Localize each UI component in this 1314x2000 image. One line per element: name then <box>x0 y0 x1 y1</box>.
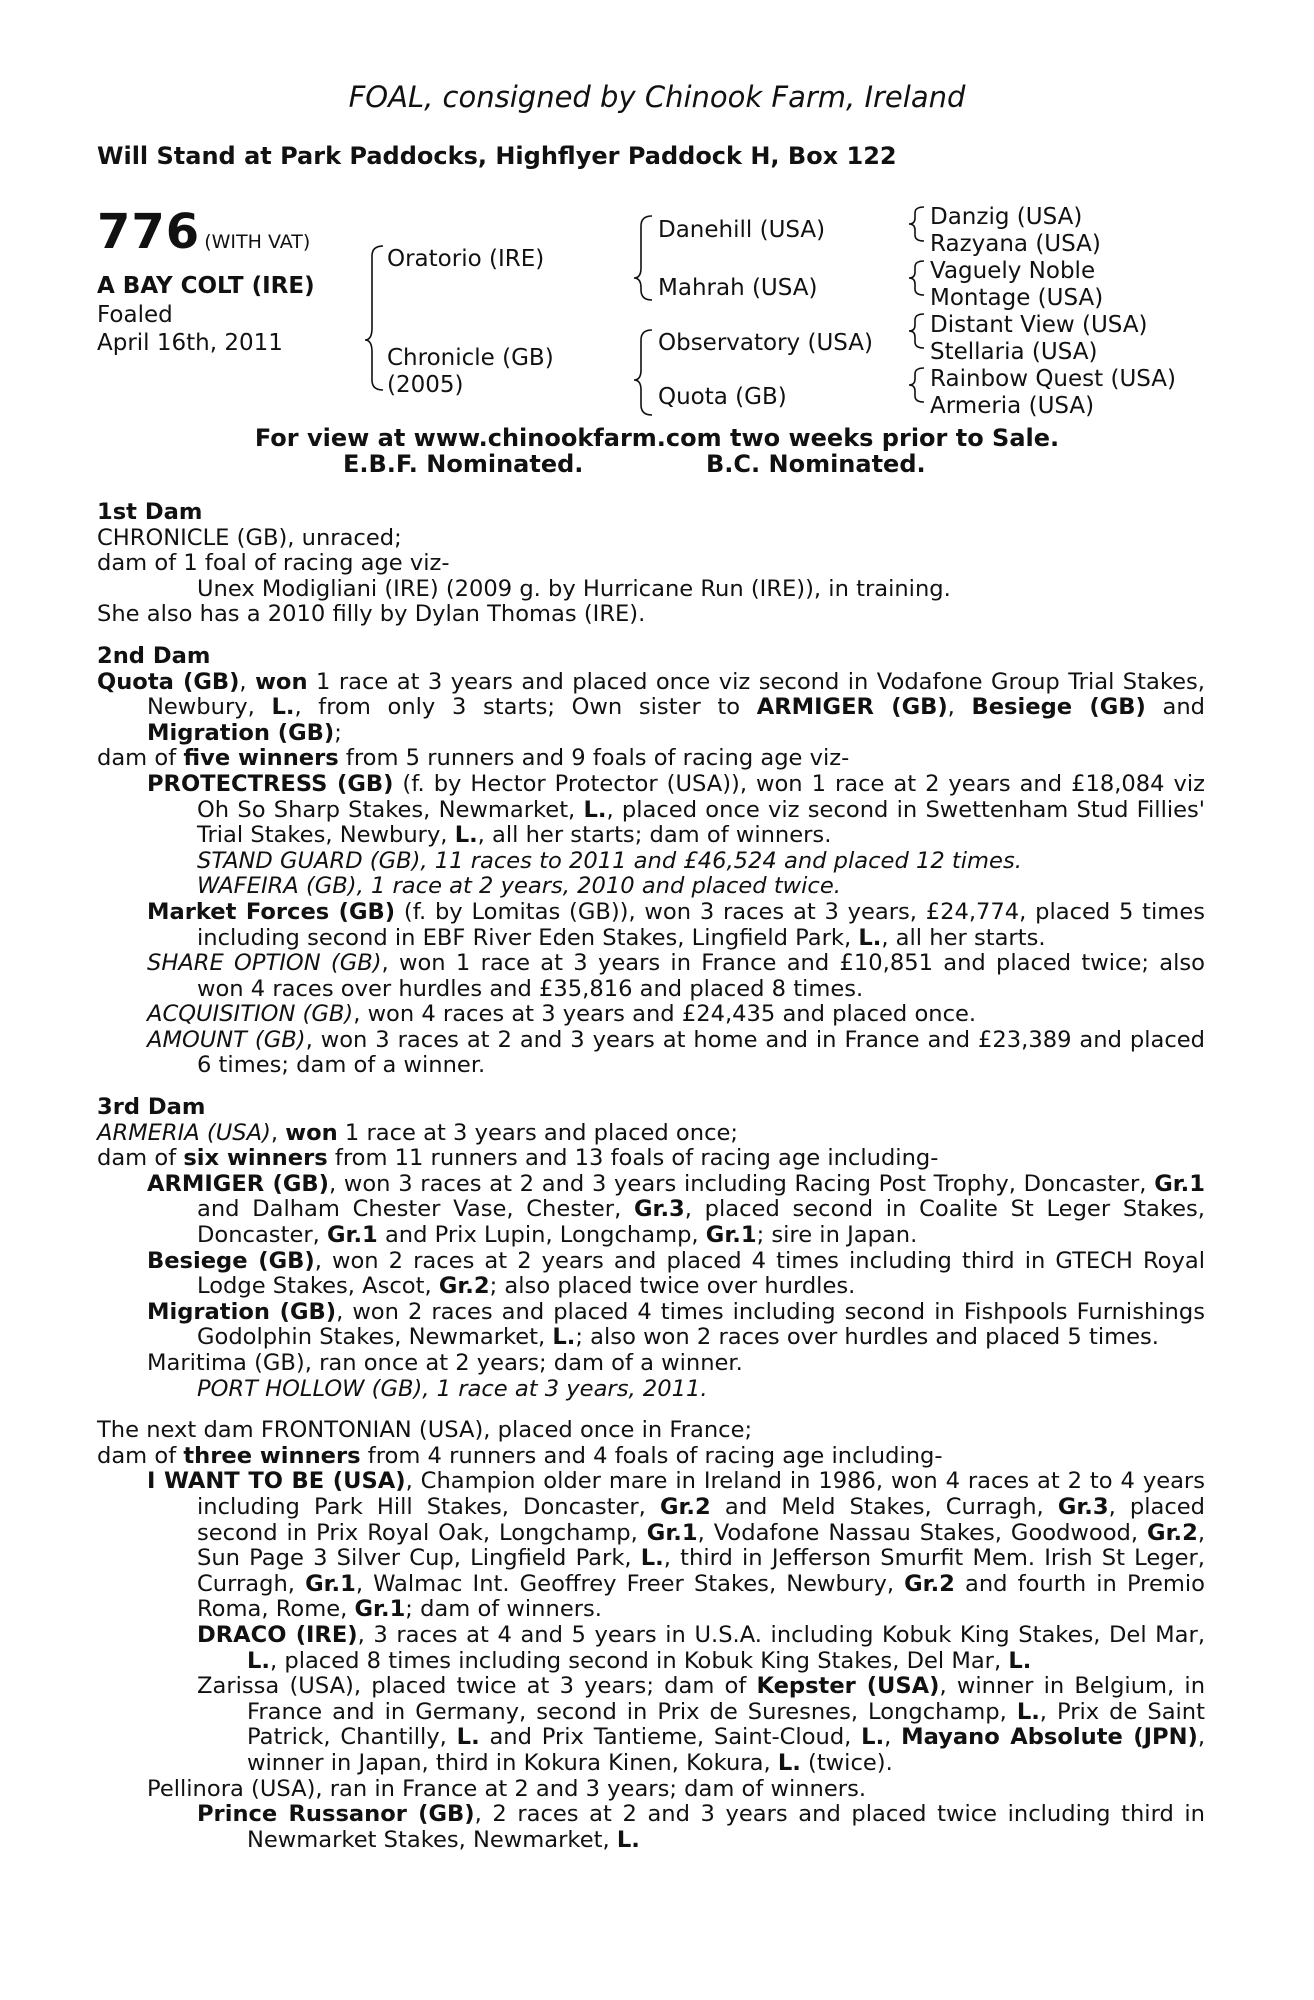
entry-text: L. <box>583 796 607 823</box>
entry-text: , all her starts. <box>881 924 1046 951</box>
entry-text: PORT HOLLOW (GB) <box>197 1375 423 1402</box>
lot-description: A BAY COLT (IRE) <box>97 273 315 299</box>
entry-text: DRACO (IRE) <box>197 1621 358 1648</box>
entry-text: ACQUISITION (GB) <box>147 1001 354 1028</box>
pedigree-entry <box>97 1351 1205 1377</box>
dam-pages <box>97 500 1205 1853</box>
entry-text: , Prix de Saint Patrick, Chantilly, <box>247 1698 1205 1751</box>
entry-text: , 2 races at 2 and 3 years and placed twice including third in Newmarket Stakes, Newmarket, <box>247 1801 1206 1853</box>
entry-text: , won 3 races at 2 and 3 years at home and in France and £23,389 and placed 6 times; dam of a winner. <box>197 1026 1205 1079</box>
pedigree-entry <box>97 1444 1205 1470</box>
entry-text: three winners <box>183 1442 361 1469</box>
pedigree-gen3-6: Stellaria (USA) <box>930 339 1098 365</box>
entry-text: , 11 races to 2011 and £46,524 and placed 12 times. <box>420 847 1022 874</box>
pedigree-entry <box>97 1028 1205 1079</box>
entry-text: , won 2 races at 2 years and placed 4 times including third in GTECH Royal Lodge Stakes, Ascot, <box>197 1247 1205 1300</box>
entry-text: Besiege (GB) <box>971 694 1146 721</box>
pedigree-gen3-4: Montage (USA) <box>930 285 1104 311</box>
section-heading: 3rd Dam <box>97 1094 206 1121</box>
entry-text: (f. by Hector Protector (USA)), won 1 race at 2 years and £18,084 viz Oh So Sharp Stakes, Newmarket, <box>197 770 1205 823</box>
entry-text: won <box>255 668 308 695</box>
entry-text: ARMIGER (GB) <box>147 1170 329 1197</box>
pedigree-entry <box>97 1802 1205 1853</box>
pedigree-entry <box>97 602 1205 628</box>
entry-text: ; sire in Japan. <box>756 1222 918 1249</box>
entry-text: Gr.2 <box>659 1493 711 1520</box>
entry-text: Unex Modigliani (IRE) (2009 g. by Hurricane Run (IRE)), in training. <box>197 575 951 602</box>
entry-text: L. <box>271 694 295 721</box>
ebf-nominated: E.B.F. Nominated. <box>343 450 584 478</box>
entry-text: ; also placed twice over hurdles. <box>489 1273 856 1300</box>
entry-text: , winner in Japan, third in Kokura Kinen, Kokura, <box>247 1724 1206 1776</box>
entry-text: She also has a 2010 filly by Dylan Thomas (IRE). <box>97 601 646 628</box>
entry-text: , won 1 race at 3 years in France and £10,851 and placed twice; also won 4 races over hurdles and £35,816 and placed 8 times. <box>197 950 1205 1002</box>
entry-text: Gr.3 <box>1057 1493 1109 1520</box>
entry-text: , won 3 races at 2 and 3 years including Racing Post Trophy, Doncaster, <box>328 1170 1155 1197</box>
entry-text: , placed second in Coalite St Leger Stakes, Doncaster, <box>197 1196 1205 1249</box>
entry-text: , won 2 races and placed 4 times including second in Fishpools Furnishings Godolphin Stakes, Newmarket, <box>197 1298 1205 1351</box>
pedigree-entry <box>97 1674 1205 1776</box>
entry-text: Migration (GB) <box>147 1298 337 1325</box>
entry-text: Mayano Absolute (JPN) <box>901 1724 1198 1751</box>
entry-text: Gr.2 <box>1147 1519 1198 1546</box>
entry-text: L. <box>777 1749 801 1776</box>
pedigree-sire-dam: Mahrah (USA) <box>658 275 818 301</box>
entry-text: and fourth in Premio Roma, Rome, <box>197 1570 1205 1623</box>
entry-text: , placed 8 times including second in Kobuk King Stakes, Del Mar, <box>269 1647 1009 1674</box>
entry-text: Zarissa (USA), placed twice at 3 years; dam of <box>197 1673 757 1700</box>
entry-text: five winners <box>183 745 339 772</box>
section-heading: 1st Dam <box>97 499 203 525</box>
entry-text: (twice). <box>800 1749 893 1776</box>
pedigree-gen3-2: Razyana (USA) <box>930 231 1101 257</box>
entry-text: L. <box>247 1647 270 1674</box>
entry-text: from 4 runners and 4 foals of racing age including- <box>360 1442 943 1469</box>
entry-text: dam of 1 foal of racing age viz- <box>97 550 450 577</box>
entry-text: , Vodafone Nassau Stakes, Goodwood, <box>697 1519 1148 1546</box>
entry-text: dam of <box>97 745 184 772</box>
entry-text: L. <box>552 1324 576 1351</box>
pedigree-entry <box>97 1377 1205 1403</box>
entry-text: , placed once viz second in Swettenham Stud Fillies' Trial Stakes, Newbury, <box>197 796 1206 849</box>
entry-text: SHARE OPTION (GB) <box>147 950 382 977</box>
pedigree-dam-sire: Observatory (USA) <box>658 330 874 356</box>
pedigree-entry <box>97 746 1205 772</box>
entry-text: Gr.1 <box>1154 1170 1205 1197</box>
entry-text: , 1 race at 3 years, 2011. <box>422 1375 708 1402</box>
entry-text: from 5 runners and 9 foals of racing age viz- <box>338 745 850 772</box>
entry-text: , Champion older mare in Ireland in 1986, won 4 races at 2 to 4 years including Park Hill Stakes, Doncaster, <box>197 1468 1205 1520</box>
entry-text: L. <box>858 924 882 951</box>
pedigree-entry <box>97 551 1205 577</box>
entry-text: won <box>285 1119 338 1146</box>
entry-text: , <box>884 1724 902 1751</box>
entry-text: 1 race at 3 years and placed once viz second in Vodafone Group Trial Stakes, Newbury, <box>147 668 1205 721</box>
entry-text: Gr.2 <box>438 1273 490 1300</box>
entry-text: Market Forces (GB) <box>147 898 396 925</box>
entry-text: L. <box>861 1724 885 1751</box>
entry-text: and Prix Lupin, Longchamp, <box>377 1222 706 1249</box>
pedigree-gen3-1: Danzig (USA) <box>930 204 1083 230</box>
entry-text: L. <box>1016 1698 1040 1725</box>
entry-text: CHRONICLE (GB), unraced; <box>97 524 402 551</box>
pedigree-entry <box>97 577 1205 603</box>
entry-text: Gr.2 <box>904 1570 955 1597</box>
entry-text: Kepster (USA) <box>756 1673 940 1700</box>
pedigree-entry <box>97 1249 1205 1300</box>
entry-text: , Walmac Int. Geoffrey Freer Stakes, Newbury, <box>355 1570 905 1597</box>
entry-text: , placed second in Prix Royal Oak, Longchamp, <box>197 1493 1205 1546</box>
pedigree-entry <box>97 1121 1205 1147</box>
pedigree-entry <box>97 772 1205 849</box>
view-online-note: For view at www.chinookfarm.com two weeks prior to Sale. <box>254 424 1060 452</box>
pedigree-entry <box>97 1002 1205 1028</box>
pedigree-entry <box>97 670 1205 747</box>
pedigree-dam-year: (2005) <box>387 372 464 398</box>
entry-text: from 11 runners and 13 foals of racing age including- <box>327 1145 939 1172</box>
pedigree-entry <box>97 849 1205 875</box>
entry-text: ARMIGER (GB) <box>756 694 948 721</box>
entry-text: , third in Jefferson Smurfit Mem. Irish St Leger, Curragh, <box>197 1545 1205 1597</box>
entry-text: and Prix Tantieme, Saint-Cloud, <box>479 1724 862 1751</box>
pedigree-gen3-3: Vaguely Noble <box>930 258 1096 284</box>
pedigree-entry <box>97 526 1205 552</box>
consignment-line: FOAL, consigned by Chinook Farm, Ireland <box>348 80 966 114</box>
dam-section <box>97 500 1205 628</box>
entry-text: L. <box>616 1826 640 1853</box>
pedigree-gen3-7: Rainbow Quest (USA) <box>930 366 1177 392</box>
entry-text: , winner in Belgium, in France and in Germany, second in Prix de Suresnes, Longchamp, <box>247 1673 1206 1725</box>
entry-text: , Sun Page 3 Silver Cup, Lingfield Park, <box>197 1519 1206 1572</box>
stand-location: Will Stand at Park Paddocks, Highflyer Paddock H, Box 122 <box>97 142 897 170</box>
entry-text: WAFEIRA (GB) <box>197 873 357 900</box>
pedigree-entry <box>97 951 1205 1002</box>
entry-text: Migration (GB) <box>147 719 335 746</box>
entry-text: and Dalham Chester Vase, Chester, <box>197 1196 634 1223</box>
entry-text: 1 race at 3 years and placed once; <box>337 1119 739 1146</box>
entry-text: Gr.1 <box>646 1519 698 1546</box>
pedigree-entry <box>97 1172 1205 1249</box>
entry-text: L. <box>1008 1647 1032 1674</box>
entry-text: and <box>1145 694 1206 721</box>
pedigree-dam-dam: Quota (GB) <box>658 384 787 410</box>
entry-text: AMOUNT (GB) <box>147 1026 306 1053</box>
pedigree-entry <box>97 1469 1205 1623</box>
bc-nominated: B.C. Nominated. <box>706 450 926 478</box>
entry-text: Gr.1 <box>705 1222 757 1249</box>
entry-text: PROTECTRESS (GB) <box>147 770 394 797</box>
entry-text: dam of <box>97 1442 184 1469</box>
pedigree-entry <box>97 1300 1205 1351</box>
entry-text: Pellinora (USA), ran in France at 2 and 3 years; dam of winners. <box>147 1775 867 1802</box>
entry-text: Quota (GB) <box>97 668 240 695</box>
entry-text: , won 4 races at 3 years and £24,435 and placed once. <box>353 1001 977 1028</box>
pedigree-sire-sire: Danehill (USA) <box>658 217 826 243</box>
entry-text: The next dam FRONTONIAN (USA), placed once in France; <box>97 1417 753 1444</box>
entry-text: , <box>239 668 256 695</box>
foaled-date: April 16th, 2011 <box>97 330 283 356</box>
entry-text: , from only 3 starts; Own sister to <box>294 694 757 721</box>
dam-section <box>97 1418 1205 1853</box>
lot-number: 776 <box>97 204 201 260</box>
pedigree-gen3-8: Armeria (USA) <box>930 393 1095 419</box>
entry-text: Gr.1 <box>305 1570 356 1597</box>
entry-text: Besiege (GB) <box>147 1247 315 1274</box>
entry-text: Gr.3 <box>633 1196 685 1223</box>
entry-text: six winners <box>183 1145 328 1172</box>
entry-text: ARMERIA (USA) <box>97 1119 271 1146</box>
entry-text: L. <box>456 1724 480 1751</box>
entry-text: , <box>947 694 972 721</box>
entry-text: , <box>270 1119 286 1146</box>
entry-text: Gr.1 <box>327 1222 378 1249</box>
entry-text: ; dam of winners. <box>405 1596 602 1623</box>
entry-text: , 3 races at 4 and 5 years in U.S.A. including Kobuk King Stakes, Del Mar, <box>357 1621 1205 1648</box>
vat-label: (WITH VAT) <box>204 231 311 253</box>
pedigree-dam: Chronicle (GB) <box>387 345 554 371</box>
dam-section <box>97 1095 1205 1402</box>
pedigree-sire: Oratorio (IRE) <box>387 246 545 272</box>
entry-text: , all her starts; dam of winners. <box>477 822 832 849</box>
entry-text: ; <box>334 719 342 746</box>
pedigree-entry <box>97 1777 1205 1803</box>
entry-text: Prince Russanor (GB) <box>197 1801 475 1828</box>
entry-text: Maritima (GB), ran once at 2 years; dam of a winner. <box>147 1350 743 1376</box>
entry-text: L. <box>454 822 478 849</box>
entry-text: and Meld Stakes, Curragh, <box>710 1493 1058 1520</box>
foaled-label: Foaled <box>97 302 173 328</box>
entry-text: , 1 race at 2 years, 2010 and placed twice. <box>356 873 841 900</box>
section-heading: 2nd Dam <box>97 642 211 669</box>
entry-text: dam of <box>97 1145 184 1172</box>
pedigree-entry <box>97 1418 1205 1444</box>
entry-text: Gr.1 <box>354 1596 406 1623</box>
entry-text: (f. by Lomitas (GB)), won 3 races at 3 years, £24,774, placed 5 times including second in EBF River Eden Stakes, Lingfield Park, <box>197 898 1205 951</box>
pedigree-entry <box>97 1146 1205 1172</box>
pedigree-entry <box>97 900 1205 951</box>
entry-text: I WANT TO BE (USA) <box>147 1468 406 1495</box>
pedigree-entry <box>97 1623 1205 1674</box>
pedigree-gen3-5: Distant View (USA) <box>930 312 1148 338</box>
entry-text: STAND GUARD (GB) <box>197 847 421 874</box>
pedigree-entry <box>97 874 1205 900</box>
entry-text: L. <box>640 1545 664 1572</box>
dam-section <box>97 644 1205 1079</box>
entry-text: ; also won 2 races over hurdles and placed 5 times. <box>575 1324 1159 1351</box>
